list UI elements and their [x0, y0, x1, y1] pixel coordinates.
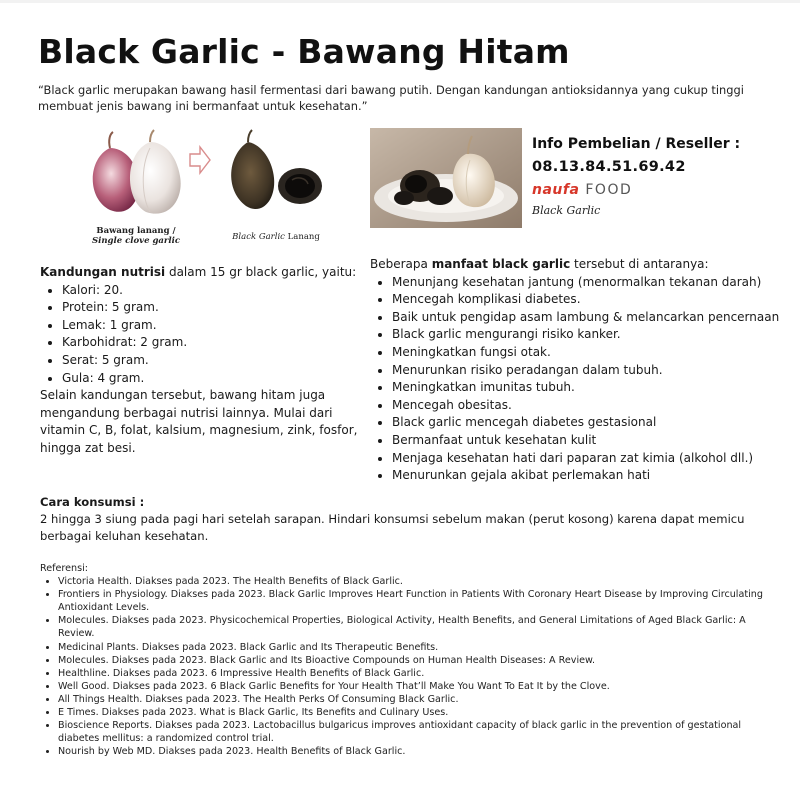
reference-item: • Healthline. Diakses pada 2023. 6 Impressive Health Benefits of Black Garlic. [58, 667, 780, 680]
list-item: • Menurunkan gejala akibat perlemakan hati [392, 467, 790, 485]
reference-item: • E Times. Diakses pada 2023. What is Black Garlic, Its Benefits and Culinary Uses. [58, 706, 780, 719]
list-item: • Meningkatkan fungsi otak. [392, 344, 790, 362]
reference-item: • All Things Health. Diakses pada 2023. The Health Perks Of Consuming Black Garlic. [58, 693, 780, 706]
single-clove-caption: Bawang lanang / Single clove garlic [91, 226, 181, 246]
reference-item: • Victoria Health. Diakses pada 2023. The Health Benefits of Black Garlic. [58, 575, 780, 588]
list-item: • Serat: 5 gram. [62, 352, 360, 370]
references-section [40, 562, 780, 758]
nutrition-list [40, 282, 360, 388]
reference-item: • Well Good. Diakses pada 2023. 6 Black Garlic Benefits for Your Health That’ll Make You Want To Eat It by the Clove. [58, 680, 780, 693]
benefits-section [370, 256, 790, 485]
list-item: • Gula: 4 gram. [62, 370, 360, 388]
list-item: • Black garlic mengurangi risiko kanker. [392, 326, 790, 344]
nutrition-heading: Kandungan nutrisi dalam 15 gr black garlic, yaitu: [40, 265, 357, 279]
benefits-list [370, 274, 790, 485]
references-heading: Referensi: [40, 563, 89, 574]
single-clove-garlic-image [80, 128, 190, 220]
consumption-section [40, 494, 780, 545]
list-item: • Menunjang kesehatan jantung (menormalkan tekanan darah) [392, 274, 790, 292]
reference-item: • Nourish by Web MD. Diakses pada 2023. Health Benefits of Black Garlic. [58, 745, 780, 758]
brand-tagline: Black Garlic [532, 204, 601, 217]
list-item: • Baik untuk pengidap asam lambung & melancarkan pencernaan [392, 309, 790, 327]
list-item: • Kalori: 20. [62, 282, 360, 300]
purchase-info-title: Info Pembelian / Reseller : [532, 136, 741, 152]
page-title: Black Garlic - Bawang Hitam [38, 32, 570, 71]
black-garlic-image [218, 128, 328, 220]
reference-item: • Molecules. Diakses pada 2023. Black Garlic and Its Bioactive Compounds on Human Health Diseases: A Review. [58, 654, 780, 667]
reference-item: • Molecules. Diakses pada 2023. Physicochemical Properties, Biological Activity, Health Benefits, and General Limitations of Aged Black Garlic: A Review. [58, 614, 780, 640]
consumption-heading: Cara konsumsi : [40, 495, 145, 509]
arrow-right-icon [188, 145, 212, 175]
reference-item: • Frontiers in Physiology. Diakses pada 2023. Black Garlic Improves Heart Function in Patients With Coronary Heart Disease by Improving Circulating Antioxidant Levels. [58, 588, 780, 614]
reference-item: • Medicinal Plants. Diakses pada 2023. Black Garlic and Its Therapeutic Benefits. [58, 641, 780, 654]
reference-item: • Bioscience Reports. Diakses pada 2023. Lactobacillus bulgaricus improves antioxidant capacity of black garlic in the prevention of gestational diabetes mellitus: a randomized control trial. [58, 719, 780, 745]
list-item: • Protein: 5 gram. [62, 299, 360, 317]
references-list [40, 575, 780, 758]
benefits-intro: Beberapa manfaat black garlic tersebut di antaranya: [370, 257, 709, 271]
black-garlic-plate-image [370, 128, 522, 228]
phone-number: 08.13.84.51.69.42 [532, 159, 686, 175]
list-item: • Black garlic mencegah diabetes gestasional [392, 414, 790, 432]
brand-logo: naufa FOOD [532, 182, 633, 198]
list-item: • Meningkatkan imunitas tubuh. [392, 379, 790, 397]
intro-quote: “Black garlic merupakan bawang hasil fermentasi dari bawang putih. Dengan kandungan antioksidannya yang cukup tinggi membuat jenis bawang ini bermanfaat untuk kesehatan.” [38, 83, 744, 113]
list-item: • Mencegah obesitas. [392, 397, 790, 415]
list-item: • Karbohidrat: 2 gram. [62, 334, 360, 352]
list-item: • Lemak: 1 gram. [62, 317, 360, 335]
list-item: • Menjaga kesehatan hati dari paparan zat kimia (alkohol dll.) [392, 450, 790, 468]
list-item: • Bermanfaat untuk kesehatan kulit [392, 432, 790, 450]
top-divider [0, 0, 800, 3]
nutrition-section [40, 264, 360, 458]
list-item: • Mencegah komplikasi diabetes. [392, 291, 790, 309]
nutrition-paragraph: Selain kandungan tersebut, bawang hitam juga mengandung berbagai nutrisi lainnya. Mulai dari vitamin C, B, folat, kalsium, magnesium, zink, fosfor, hingga zat besi. [40, 388, 358, 455]
black-garlic-caption: Black Garlic Lanang [232, 232, 320, 242]
consumption-text: 2 hingga 3 siung pada pagi hari setelah sarapan. Hindari konsumsi sebelum makan (perut kosong) karena dapat memicu berbagai keluhan kesehatan. [40, 512, 745, 543]
list-item: • Menurunkan risiko peradangan dalam tubuh. [392, 362, 790, 380]
